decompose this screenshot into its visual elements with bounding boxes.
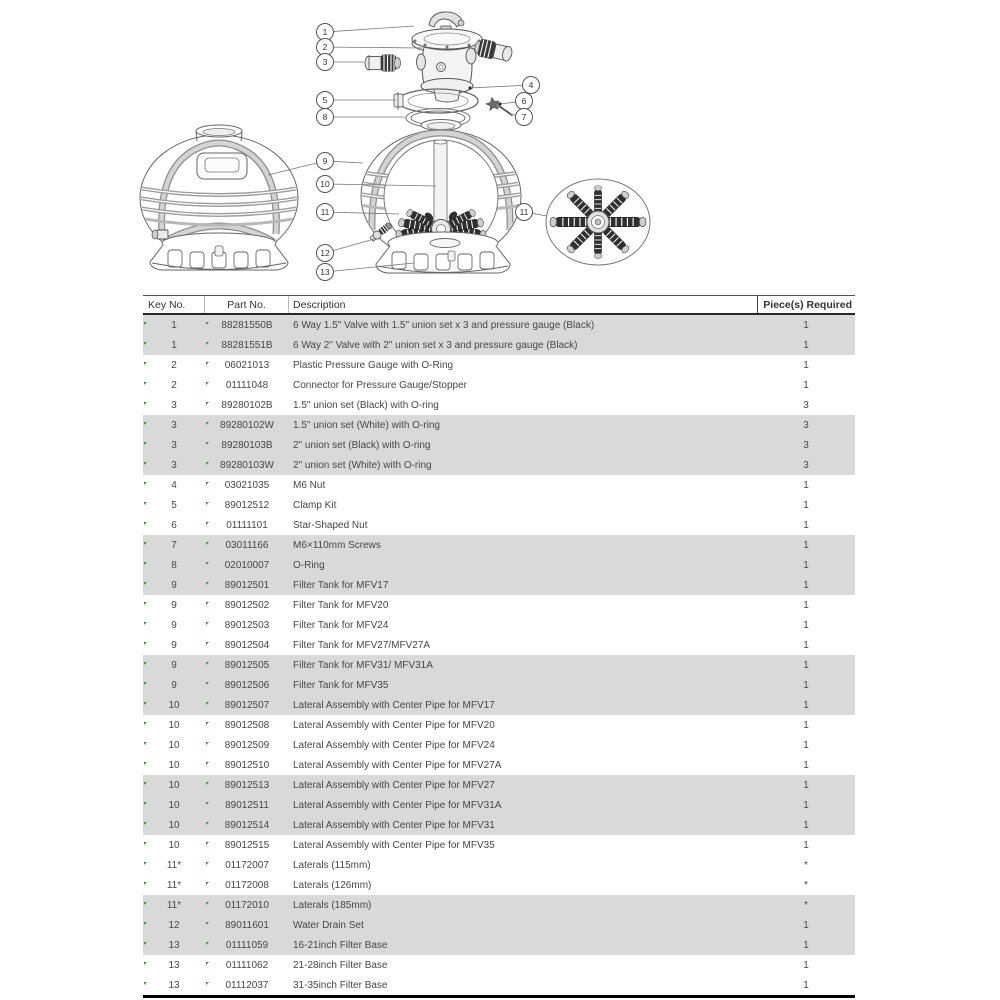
- callout-number: 7: [521, 112, 527, 122]
- table-row: [143, 415, 855, 435]
- description-cell: Connector for Pressure Gauge/Stopper: [293, 379, 467, 391]
- leader-line: [333, 161, 363, 163]
- part-no-cell: 01111062: [205, 960, 289, 971]
- callout-number: 2: [322, 42, 328, 52]
- key-no-cell: 9: [143, 600, 205, 611]
- table-row: [143, 575, 855, 595]
- part-no-cell: 89012501: [205, 580, 289, 591]
- table-row: [143, 855, 855, 875]
- key-no-cell: 8: [143, 560, 205, 571]
- description-cell: Filter Tank for MFV17: [293, 579, 389, 591]
- multiport-valve: [365, 12, 514, 128]
- description-cell: 31-35inch Filter Base: [293, 979, 388, 991]
- callout-number: 8: [322, 112, 328, 122]
- pieces-required-cell: 1: [803, 539, 809, 551]
- pieces-required-cell: 1: [803, 799, 809, 811]
- key-no-cell: 9: [143, 640, 205, 651]
- description-cell: Lateral Assembly with Center Pipe for MFV17: [293, 699, 495, 711]
- description-cell: 6 Way 2" Valve with 2" union set x 3 and pressure gauge (Black): [293, 339, 578, 351]
- pieces-required-cell: 1: [803, 779, 809, 791]
- key-no-cell: 2: [143, 380, 205, 391]
- filter-tank: [139, 125, 299, 270]
- callout-number: 13: [320, 267, 330, 277]
- parts-table: [143, 295, 855, 998]
- description-cell: O-Ring: [293, 559, 325, 571]
- key-no-cell: 13: [143, 940, 205, 951]
- description-cell: Lateral Assembly with Center Pipe for MFV27: [293, 779, 495, 791]
- part-no-cell: 89012511: [205, 800, 289, 811]
- description-cell: Lateral Assembly with Center Pipe for MFV24: [293, 739, 495, 751]
- pieces-required-cell: 1: [803, 759, 809, 771]
- header-description: Description: [293, 298, 346, 311]
- key-no-cell: 3: [143, 400, 205, 411]
- pieces-required-cell: 1: [803, 379, 809, 391]
- description-cell: 1.5" union set (Black) with O-ring: [293, 399, 439, 411]
- part-no-cell: 89012507: [205, 700, 289, 711]
- pieces-required-cell: 1: [803, 699, 809, 711]
- key-no-cell: 10: [143, 820, 205, 831]
- description-cell: Lateral Assembly with Center Pipe for MFV27A: [293, 759, 502, 771]
- key-no-cell: 11*: [143, 900, 205, 911]
- callout-number: 9: [322, 156, 328, 166]
- table-row: [143, 755, 855, 775]
- union-set: [365, 55, 401, 72]
- pieces-required-cell: 1: [803, 959, 809, 971]
- part-no-cell: 89012512: [205, 500, 289, 511]
- table-row: [143, 875, 855, 895]
- table-row: [143, 835, 855, 855]
- pieces-required-cell: 1: [803, 679, 809, 691]
- part-no-cell: 89012505: [205, 660, 289, 671]
- key-no-cell: 9: [143, 680, 205, 691]
- key-no-cell: 5: [143, 500, 205, 511]
- part-no-cell: 03021035: [205, 480, 289, 491]
- description-cell: 1.5" union set (White) with O-ring: [293, 419, 440, 431]
- part-no-cell: 01172008: [205, 880, 289, 891]
- part-no-cell: 89280102W: [205, 420, 289, 431]
- table-row: [143, 455, 855, 475]
- key-no-cell: 1: [143, 320, 205, 331]
- callout-number: 11: [320, 207, 330, 217]
- key-no-cell: 2: [143, 360, 205, 371]
- table-row: [143, 955, 855, 975]
- description-cell: M6×110mm Screws: [293, 539, 381, 551]
- pieces-required-cell: 1: [803, 639, 809, 651]
- key-no-cell: 9: [143, 660, 205, 671]
- description-cell: Laterals (185mm): [293, 899, 372, 911]
- table-row: [143, 775, 855, 795]
- table-header: [143, 295, 855, 315]
- pieces-required-cell: 3: [803, 399, 809, 411]
- table-row: [143, 975, 855, 995]
- pieces-required-cell: 1: [803, 479, 809, 491]
- key-no-cell: 10: [143, 840, 205, 851]
- part-no-cell: 01112037: [205, 980, 289, 991]
- callout-number: 4: [528, 80, 534, 90]
- leader-line: [333, 239, 374, 251]
- description-cell: 2" union set (Black) with O-ring: [293, 439, 431, 451]
- part-no-cell: 89012515: [205, 840, 289, 851]
- part-no-cell: 02010007: [205, 560, 289, 571]
- table-body: [143, 315, 855, 998]
- pieces-required-cell: 3: [803, 459, 809, 471]
- table-row: [143, 495, 855, 515]
- key-no-cell: 10: [143, 700, 205, 711]
- leader-line: [532, 213, 547, 216]
- leader-line: [470, 85, 523, 88]
- center-pipe: [434, 142, 447, 227]
- pieces-required-cell: 1: [803, 359, 809, 371]
- description-cell: Plastic Pressure Gauge with O-Ring: [293, 359, 454, 371]
- table-row: [143, 675, 855, 695]
- key-no-cell: 10: [143, 800, 205, 811]
- part-no-cell: 88281551B: [205, 340, 289, 351]
- part-no-cell: 01172007: [205, 860, 289, 871]
- part-no-cell: 89012503: [205, 620, 289, 631]
- table-row: [143, 555, 855, 575]
- table-row: [143, 475, 855, 495]
- table-row: [143, 735, 855, 755]
- header-part-no: Part No.: [205, 296, 289, 313]
- part-no-cell: 01111048: [205, 380, 289, 391]
- part-no-cell: 89280103B: [205, 440, 289, 451]
- pieces-required-cell: 1: [803, 339, 809, 351]
- filter-base: [376, 232, 510, 273]
- table-row: [143, 815, 855, 835]
- callout-number: 10: [320, 179, 330, 189]
- part-no-cell: 01172010: [205, 900, 289, 911]
- pieces-required-cell: 1: [803, 319, 809, 331]
- description-cell: 16-21inch Filter Base: [293, 939, 388, 951]
- part-no-cell: 89012508: [205, 720, 289, 731]
- description-cell: Laterals (115mm): [293, 859, 371, 871]
- table-row: [143, 335, 855, 355]
- description-cell: Filter Tank for MFV20: [293, 599, 389, 611]
- pieces-required-cell: 1: [803, 979, 809, 991]
- key-no-cell: 6: [143, 520, 205, 531]
- pieces-required-cell: 1: [803, 719, 809, 731]
- description-cell: Lateral Assembly with Center Pipe for MFV31A: [293, 799, 502, 811]
- description-cell: Lateral Assembly with Center Pipe for MFV35: [293, 839, 495, 851]
- part-no-cell: 03011166: [205, 540, 289, 551]
- key-no-cell: 13: [143, 980, 205, 991]
- table-row: [143, 715, 855, 735]
- header-key-no: Key No.: [143, 296, 205, 313]
- part-no-cell: 89012502: [205, 600, 289, 611]
- part-no-cell: 89280103W: [205, 460, 289, 471]
- description-cell: Filter Tank for MFV31/ MFV31A: [293, 659, 433, 671]
- key-no-cell: 7: [143, 540, 205, 551]
- callout-number: 3: [322, 57, 328, 67]
- table-row: [143, 695, 855, 715]
- key-no-cell: 10: [143, 740, 205, 751]
- table-row: [143, 615, 855, 635]
- pieces-required-cell: *: [804, 859, 808, 871]
- description-cell: Filter Tank for MFV27/MFV27A: [293, 639, 431, 651]
- table-row: [143, 935, 855, 955]
- part-no-cell: 89012514: [205, 820, 289, 831]
- pieces-required-cell: 3: [803, 439, 809, 451]
- pieces-required-cell: 1: [803, 619, 809, 631]
- leader-line: [333, 47, 422, 48]
- pieces-required-cell: *: [804, 879, 808, 891]
- key-no-cell: 3: [143, 460, 205, 471]
- pieces-required-cell: 1: [803, 559, 809, 571]
- part-no-cell: 89280102B: [205, 400, 289, 411]
- table-row: [143, 375, 855, 395]
- leader-dot: [498, 102, 501, 105]
- key-no-cell: 9: [143, 620, 205, 631]
- key-no-cell: 1: [143, 340, 205, 351]
- pieces-required-cell: 1: [803, 659, 809, 671]
- pieces-required-cell: 1: [803, 499, 809, 511]
- key-no-cell: 3: [143, 420, 205, 431]
- callout-number: 5: [322, 95, 328, 105]
- pieces-required-cell: 1: [803, 839, 809, 851]
- pieces-required-cell: 1: [803, 579, 809, 591]
- table-row: [143, 355, 855, 375]
- table-row: [143, 435, 855, 455]
- description-cell: Star-Shaped Nut: [293, 519, 368, 531]
- pieces-required-cell: 1: [803, 739, 809, 751]
- part-no-cell: 89011601: [205, 920, 289, 931]
- description-cell: Lateral Assembly with Center Pipe for MFV31: [293, 819, 495, 831]
- callout-number: 11: [519, 207, 529, 217]
- part-no-cell: 88281550B: [205, 320, 289, 331]
- part-no-cell: 89012513: [205, 780, 289, 791]
- union-set: [473, 38, 514, 64]
- header-pieces-required: Piece(s) Required: [757, 296, 855, 313]
- table-row: [143, 535, 855, 555]
- part-no-cell: 89012506: [205, 680, 289, 691]
- key-no-cell: 13: [143, 960, 205, 971]
- part-no-cell: 01111059: [205, 940, 289, 951]
- key-no-cell: 10: [143, 720, 205, 731]
- table-row: [143, 515, 855, 535]
- table-row: [143, 655, 855, 675]
- cutaway-tank: [360, 120, 522, 274]
- description-cell: Filter Tank for MFV24: [293, 619, 389, 631]
- table-row: [143, 595, 855, 615]
- table-row: [143, 915, 855, 935]
- description-cell: Lateral Assembly with Center Pipe for MFV20: [293, 719, 495, 731]
- part-no-cell: 06021013: [205, 360, 289, 371]
- table-row: [143, 315, 855, 335]
- callout-number: 12: [320, 248, 330, 258]
- key-no-cell: 3: [143, 440, 205, 451]
- key-no-cell: 9: [143, 580, 205, 591]
- table-row: [143, 635, 855, 655]
- pieces-required-cell: *: [804, 899, 808, 911]
- pieces-required-cell: 1: [803, 519, 809, 531]
- key-no-cell: 10: [143, 760, 205, 771]
- key-no-cell: 11*: [143, 860, 205, 871]
- leader-line: [333, 26, 414, 31]
- description-cell: Water Drain Set: [293, 919, 364, 931]
- callout-number: 6: [521, 96, 527, 106]
- part-no-cell: 01111101: [205, 520, 289, 531]
- key-no-cell: 11*: [143, 880, 205, 891]
- exploded-diagram: [0, 0, 1000, 295]
- leader-line: [500, 102, 516, 104]
- description-cell: 21-28inch Filter Base: [293, 959, 388, 971]
- description-cell: 2" union set (White) with O-ring: [293, 459, 432, 471]
- description-cell: 6 Way 1.5" Valve with 1.5" union set x 3 and pressure gauge (Black): [293, 319, 595, 331]
- description-cell: Filter Tank for MFV35: [293, 679, 389, 691]
- description-cell: M6 Nut: [293, 479, 326, 491]
- description-cell: Clamp Kit: [293, 499, 337, 511]
- key-no-cell: 4: [143, 480, 205, 491]
- part-no-cell: 89012510: [205, 760, 289, 771]
- lateral-assembly-top-view: [546, 179, 650, 265]
- key-no-cell: 12: [143, 920, 205, 931]
- leader-dot: [468, 86, 471, 89]
- pieces-required-cell: 1: [803, 939, 809, 951]
- pieces-required-cell: 1: [803, 599, 809, 611]
- table-row: [143, 895, 855, 915]
- description-cell: Laterals (126mm): [293, 879, 372, 891]
- part-no-cell: 89012504: [205, 640, 289, 651]
- table-row: [143, 395, 855, 415]
- callout-number: 1: [322, 27, 328, 37]
- pieces-required-cell: 1: [803, 819, 809, 831]
- key-no-cell: 10: [143, 780, 205, 791]
- table-row: [143, 795, 855, 815]
- pieces-required-cell: 3: [803, 419, 809, 431]
- part-no-cell: 89012509: [205, 740, 289, 751]
- pieces-required-cell: 1: [803, 919, 809, 931]
